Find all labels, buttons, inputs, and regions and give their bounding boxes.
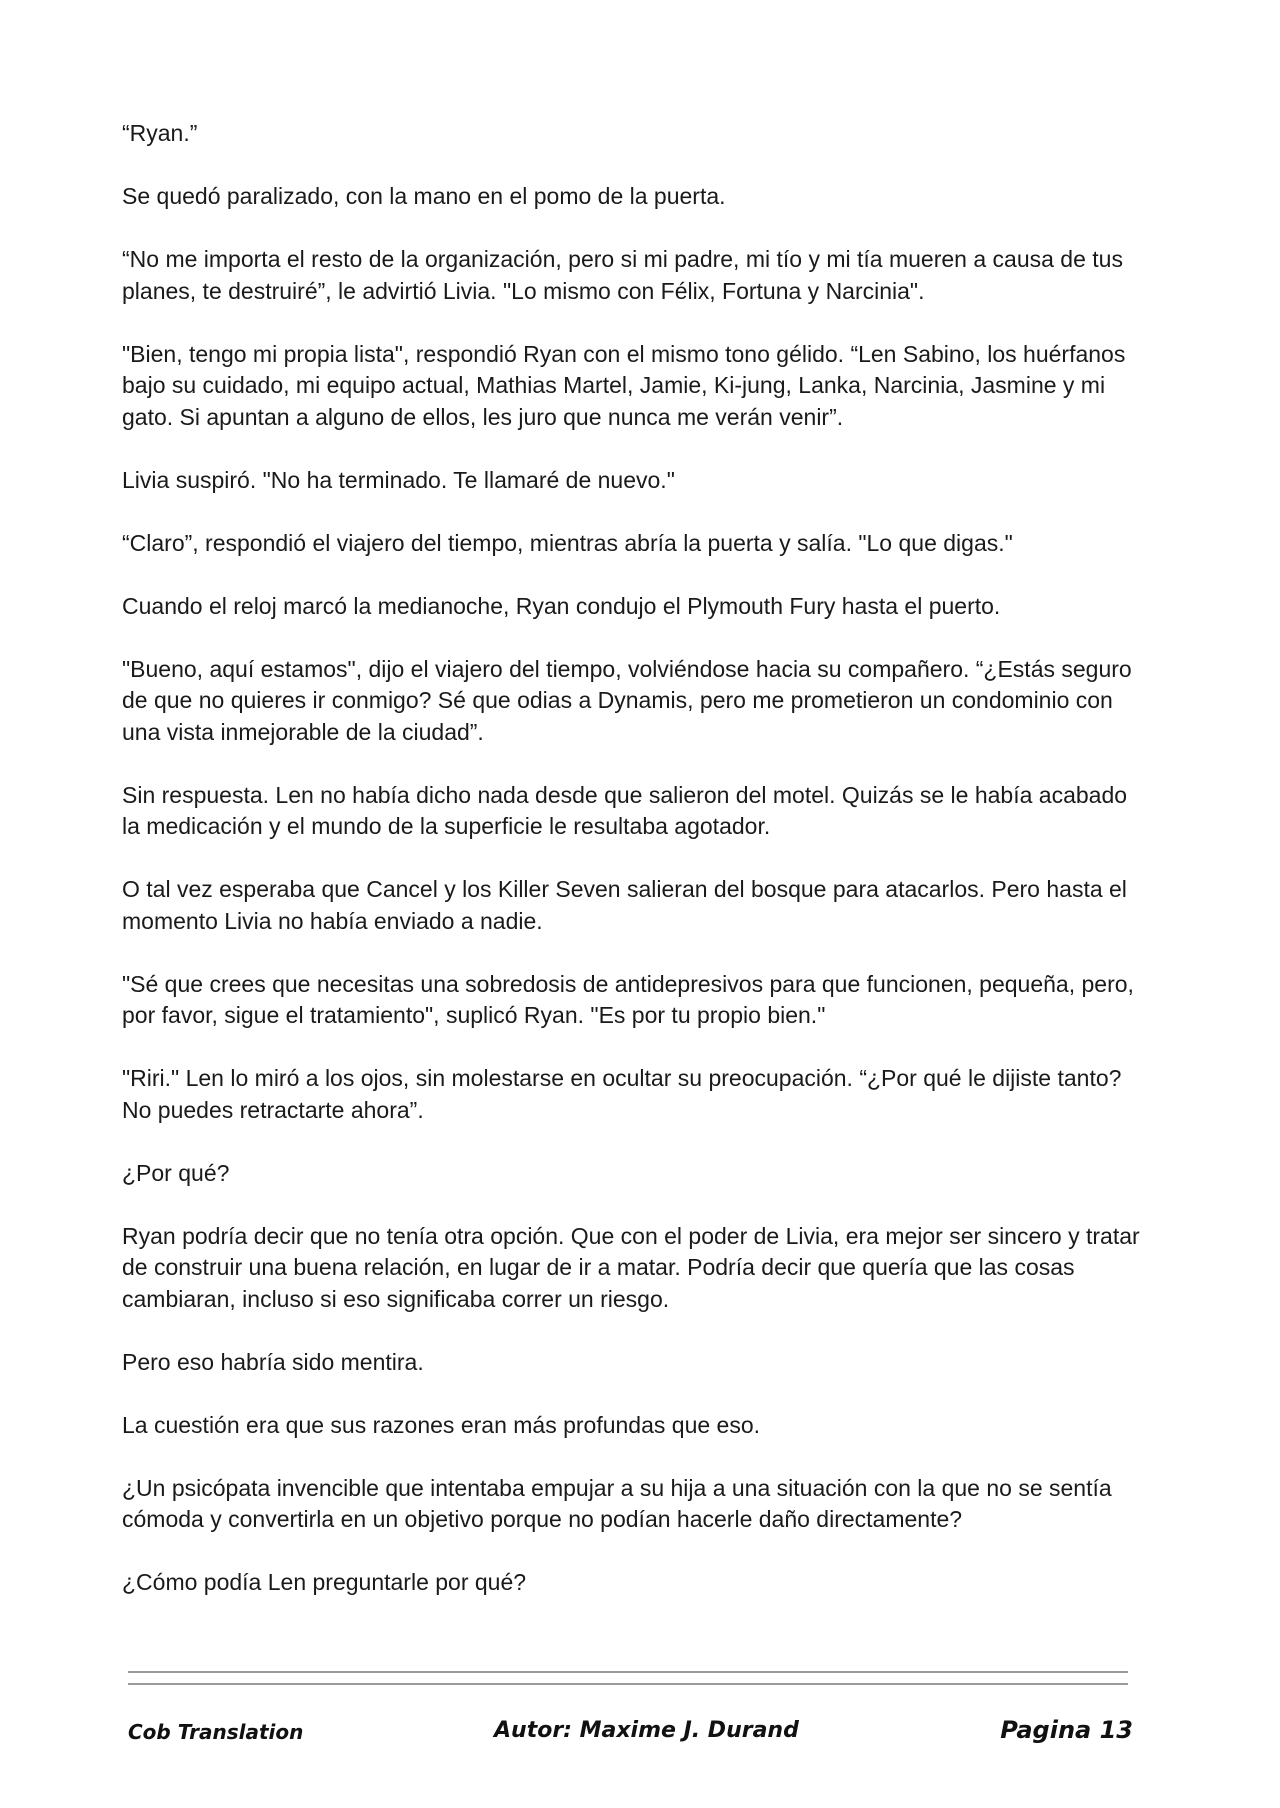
paragraph: Se quedó paralizado, con la mano en el pomo de la puerta. — [122, 183, 726, 209]
paragraph: “No me importa el resto de la organización, pero si mi padre, mi tío y mi tía mueren a causa de tus planes, te destruiré”, le advirtió Livia. "Lo mismo con Félix, Fortuna y Narcinia". — [122, 246, 1123, 304]
page-footer — [128, 1712, 1133, 1748]
paragraph: "Sé que crees que necesitas una sobredosis de antidepresivos para que funcionen, pequeña, pero, por favor, sigue el tratamiento", suplicó Ryan. "Es por tu propio bien." — [122, 970, 1134, 1028]
footer-divider-top — [128, 1671, 1128, 1673]
paragraph: ¿Por qué? — [122, 1159, 230, 1186]
paragraph: Pero eso habría sido mentira. — [122, 1348, 424, 1375]
footer-divider-bottom — [128, 1683, 1128, 1685]
paragraph: Livia suspiró. "No ha terminado. Te llamaré de nuevo." — [122, 466, 675, 493]
paragraph: ¿Cómo podía Len preguntarle por qué? — [122, 1569, 527, 1595]
paragraph: Sin respuesta. Len no había dicho nada desde que salieron del motel. Quizás se le había acabado la medicación y el mundo de la superficie le resultaba agotador. — [122, 781, 1128, 839]
footer-translator: Cob Translation — [128, 1720, 304, 1744]
paragraph: “Claro”, respondió el viajero del tiempo, mientras abría la puerta y salía. "Lo que digas." — [122, 529, 1013, 556]
paragraph: Cuando el reloj marcó la medianoche, Ryan condujo el Plymouth Fury hasta el puerto. — [122, 592, 1001, 619]
footer-page-number: Pagina 13 — [1000, 1716, 1133, 1744]
paragraph: "Bueno, aquí estamos", dijo el viajero del tiempo, volviéndose hacia su compañero. “¿Estás seguro de que no quieres ir conmigo? Sé que odias a Dynamis, pero me prometieron un condominio con una vista inmejorable de la ciudad”. — [122, 655, 1132, 745]
paragraph: ¿Un psicópata invencible que intentaba empujar a su hija a una situación con la que no se sentía cómoda y convertirla en un objetivo porque no podían hacerle daño directamente? — [122, 1474, 1112, 1532]
paragraph: O tal vez esperaba que Cancel y los Killer Seven salieran del bosque para atacarlos. Pero hasta el momento Livia no había enviado a nadie. — [122, 876, 1127, 934]
body-text — [122, 118, 1142, 1630]
paragraph: “Ryan.” — [122, 120, 198, 146]
paragraph: "Riri." Len lo miró a los ojos, sin molestarse en ocultar su preocupación. “¿Por qué le dijiste tanto? No puedes retractarte ahora”. — [122, 1065, 1122, 1123]
paragraph: "Bien, tengo mi propia lista", respondió Ryan con el mismo tono gélido. “Len Sabino, los huérfanos bajo su cuidado, mi equipo actual, Mathias Martel, Jamie, Ki-jung, Lanka, Narcinia, Jasmine y mi gato. Si apuntan a alguno de ellos, les juro que nunca me verán venir”. — [122, 340, 1126, 430]
paragraph: La cuestión era que sus razones eran más profundas que eso. — [122, 1411, 761, 1438]
footer-author: Autor: Maxime J. Durand — [494, 1718, 799, 1743]
paragraph: Ryan podría decir que no tenía otra opción. Que con el poder de Livia, era mejor ser sincero y tratar de construir una buena relación, en lugar de ir a matar. Podría decir que quería que las cosas cambiaran, incluso si eso significaba correr un riesgo. — [122, 1222, 1140, 1312]
